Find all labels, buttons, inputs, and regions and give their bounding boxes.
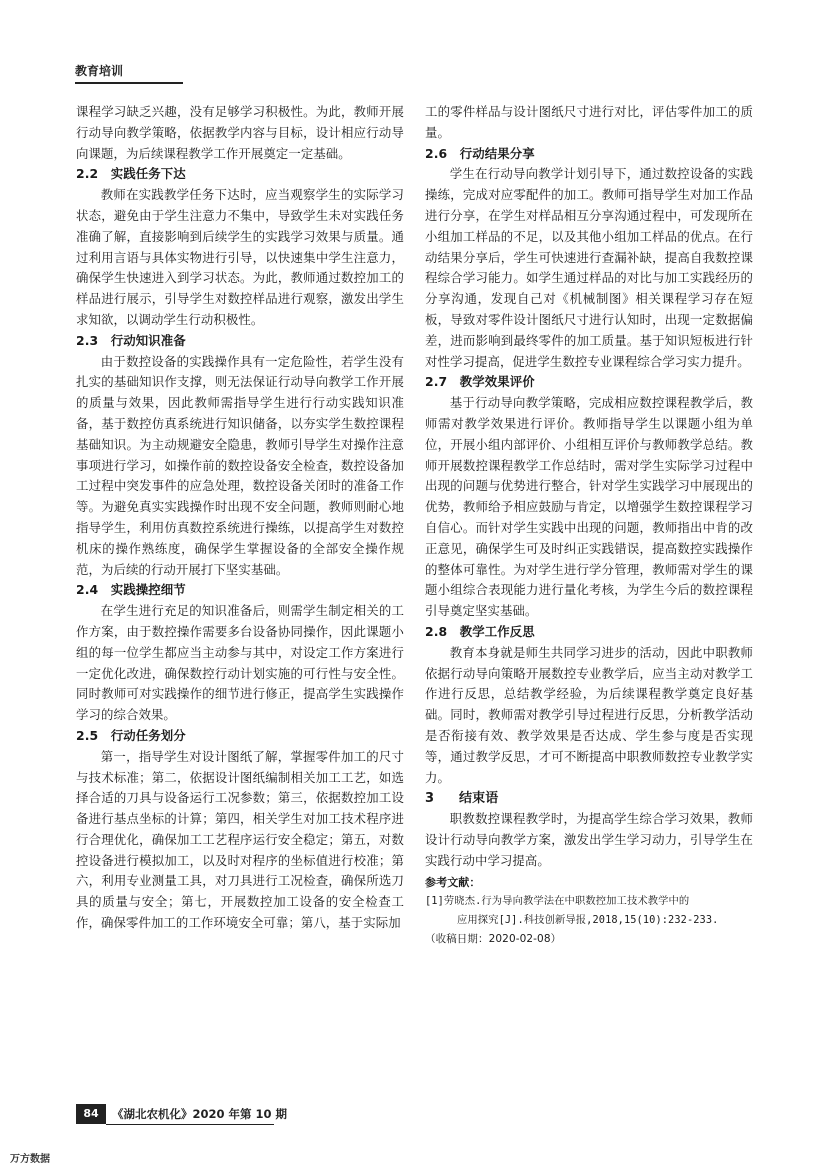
section-heading-major [425, 788, 753, 809]
references [425, 874, 753, 948]
paragraph: 职教数控课程教学时，为提高学生综合学习效果，教师设计行动导向教学方案，激发出学生学习动力，引导学生在实践行动中学习提高。 [425, 811, 753, 868]
paragraph: 教师在实践教学任务下达时，应当观察学生的实际学习状态，避免由于学生注意力不集中，导致学生未对实践任务准确了解，直接影响到后续学生的实践学习效果与质量。通过利用言语与具体实物进行引导，以快速集中学生注意力，确保学生快速进入到学习状态。为此，教师通过数控加工的样品进行展示，引导学生对数控样品进行观察，激发出学生求知欲，以调动学生行动积极性。 [76, 187, 404, 327]
section-heading: 2.6 行动结果分享 [425, 145, 535, 161]
left-column [76, 102, 404, 934]
paragraph: 在学生进行充足的知识准备后，则需学生制定相关的工作方案，由于数控操作需要多台设备协同操作，因此课题小组的每一位学生都应当主动参与其中，对设定工作方案进行一定优化改进，确保数控行动计划实施的可行性与安全性。同时教师可对实践操作的细节进行修正，提高学生实践操作学习的综合效果。 [76, 603, 404, 723]
paragraph: 基于行动导向教学策略，完成相应数控课程教学后，教师需对教学效果进行评价。教师指导学生以课题小组为单位，开展小组内部评价、小组相互评价与教师教学总结。教师开展数控课程教学工作总结时，需对学生实际学习过程中出现的问题与优势进行整合，针对学生实践学习中展现出的优势，教师给予相应鼓励与肯定，以增强学生数控课程学习自信心。而针对学生实践中出现的问题，教师指出中肯的改正意见，确保学生可及时纠正实践错误，提高数控实践操作的整体可靠性。为对学生进行学分管理，教师需对学生的课题小组综合表现能力进行量化考核，为学生今后的数控课程引导奠定坚实基础。 [425, 395, 753, 619]
watermark: 万方数据 [10, 1154, 50, 1165]
header-rule [75, 82, 183, 84]
section-heading: 2.5 行动任务划分 [76, 727, 186, 743]
section-number: 3 [425, 791, 435, 807]
paragraph: 第一，指导学生对设计图纸了解，掌握零件加工的尺寸与技术标准；第二，依据设计图纸编制相关加工工艺，如选择合适的刀具与设备运行工况参数；第三，依据数控加工设备进行基点坐标的计算；第四，相关学生对加工技术程序进行合理优化，确保加工工艺程序运行安全稳定；第五，对数控设备进行模拟加工，以及时对程序的坐标值进行校准；第六，利用专业测量工具，对刀具进行工况检查，确保所选刀具的质量与安全；第七，开展数控加工设备的安全检查工作，确保零件加工的工作环境安全可靠；第八，基于实际加 [76, 748, 404, 931]
page-number: 84 [76, 1104, 106, 1124]
right-column-body [425, 102, 753, 872]
section-header: 教育培训 [75, 64, 124, 78]
received-date: （收稿日期：2020-02-08） [425, 932, 562, 945]
paragraph: 工的零件样品与设计图纸尺寸进行对比，评估零件加工的质量。 [425, 104, 753, 140]
section-heading: 2.4 实践操控细节 [76, 582, 186, 598]
section-heading: 2.2 实践任务下达 [76, 166, 186, 182]
paragraph: 教育本身就是师生共同学习进步的活动，因此中职教师依据行动导向策略开展数控专业教学后，应当主动对教学工作进行反思，总结教学经验，为后续课程教学奠定良好基础。同时，教师需对教学引导过程进行反思，分析教学活动是否衔接有效、教学效果是否达成、学生参与度是否实现等，通过教学反思，才可不断提高中职教师数控专业教学实力。 [425, 644, 753, 785]
reference-item-line1: [1]劳晓杰.行为导向教学法在中职数控加工技术教学中的 [425, 894, 690, 907]
section-heading: 2.3 行动知识准备 [76, 332, 186, 348]
footer-rule [106, 1124, 274, 1125]
section-heading: 2.7 教学效果评价 [425, 374, 535, 390]
paragraph: 由于数控设备的实践操作具有一定危险性，若学生没有扎实的基础知识作支撑，则无法保证行动导向教学工作开展的质量与效果，因此教师需指导学生进行行动实践知识准备，基于数控仿真系统进行知识储备，以夯实学生数控课程基础知识。为主动规避安全隐患，教师引导学生对操作注意事项进行学习，如操作前的数控设备安全检查，数控设备加工过程中突发事件的应急处理，数控设备关闭时的准备工作等。为避免真实实践操作时出现不安全问题，教师则耐心地指导学生，利用仿真数控系统进行操练，以提高学生对数控机床的操作熟练度，确保学生掌握设备的全部安全操作规范，为后续的行动开展打下坚实基础。 [76, 353, 404, 577]
section-heading: 2.8 教学工作反思 [425, 623, 535, 639]
references-title: 参考文献： [425, 875, 481, 889]
paragraph: 课程学习缺乏兴趣，没有足够学习积极性。为此，教师开展行动导向教学策略，依据教学内容与目标，设计相应行动导向课题，为后续课程教学工作开展奠定一定基础。 [76, 104, 404, 161]
paragraph: 学生在行动导向教学计划引导下，通过数控设备的实践操练，完成对应零配件的加工。教师可指导学生对加工作品进行分享，在学生对样品相互分享沟通过程中，可发现所在小组加工样品的不足，以及其他小组加工样品的优点。在行动结果分享后，学生可快速进行查漏补缺，提高自我数控课程综合学习能力。如学生通过样品的对比与加工实践经历的分享沟通，发现自己对《机械制图》相关课程学习存在短板，导致对零件设计图纸尺寸进行认知时，出现一定数据偏差，进而影响到最终零件的加工质量。基于知识短板进行针对性学习提高，促进学生数控专业课程综合学习实力提升。 [425, 166, 753, 369]
journal-issue: 《湖北农机化》2020 年第 10 期 [112, 1107, 288, 1121]
right-column [425, 102, 753, 948]
section-title: 结束语 [459, 791, 499, 807]
reference-item-line2: 应用探究[J].科技创新导报,2018,15(10):232-233. [457, 913, 719, 926]
